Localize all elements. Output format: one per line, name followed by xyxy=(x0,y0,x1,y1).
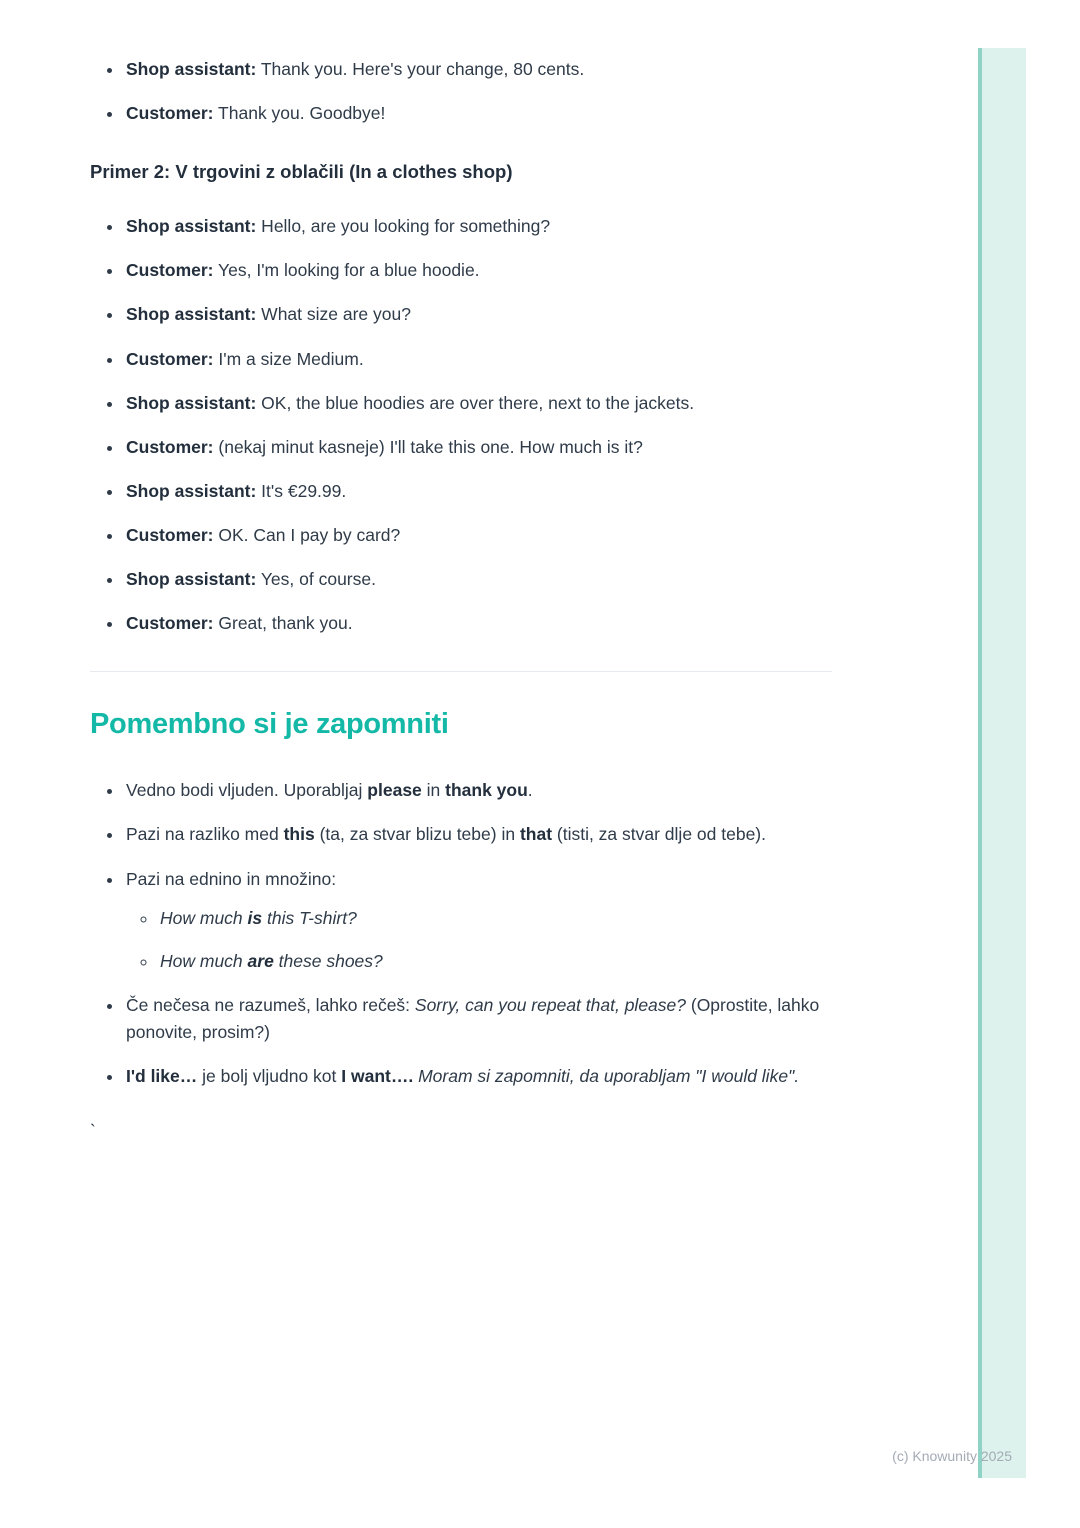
list-item xyxy=(124,610,832,637)
sub-list-item xyxy=(158,905,832,932)
text-segment: in xyxy=(421,780,446,801)
text-segment: Thank you. Here's your change, 80 cents. xyxy=(256,59,585,79)
text-segment: this xyxy=(283,824,315,845)
text-segment: I'd like… xyxy=(126,1066,198,1087)
text-segment: Če nečesa ne razumeš, lahko rečeš: xyxy=(126,994,415,1015)
text-segment: (ta, za stvar blizu tebe) in xyxy=(314,824,520,845)
text-segment: this T-shirt? xyxy=(262,907,357,928)
sub-list xyxy=(126,905,832,975)
text-segment: Customer: xyxy=(126,348,214,369)
list-item xyxy=(124,257,832,284)
text-segment: Customer: xyxy=(126,613,214,634)
text-segment: (nekaj minut kasneje) I'll take this one. How much is it? xyxy=(213,436,643,457)
text-segment: Customer: xyxy=(126,436,214,457)
text-segment: Vedno bodi vljuden. Uporabljaj xyxy=(126,780,368,801)
text-segment: I want…. xyxy=(341,1066,414,1087)
list-item xyxy=(124,566,832,593)
text-segment: Pazi na ednino in množino: xyxy=(126,868,337,889)
text-segment: that xyxy=(519,824,553,845)
list-item xyxy=(124,821,832,848)
text-segment: What size are you? xyxy=(256,304,411,325)
list-item xyxy=(124,56,832,83)
text-segment: please xyxy=(367,780,422,801)
text-segment: Customer: xyxy=(126,525,214,546)
primer2-heading: Primer 2: V trgovini z oblačili (In a clothes shop) xyxy=(90,161,513,183)
page-edge-accent-stripe xyxy=(978,48,1026,1478)
text-segment: OK. Can I pay by card? xyxy=(213,525,401,546)
list-item xyxy=(124,213,832,240)
footer-copyright: (c) Knowunity 2025 xyxy=(892,1448,1012,1464)
text-segment: Shop assistant: xyxy=(126,59,257,79)
text-segment: Pazi na razliko med xyxy=(126,824,284,845)
text-segment: . xyxy=(527,780,533,801)
section-divider xyxy=(90,671,832,672)
text-segment: Moram si zapomniti, da uporabljam "I would like". xyxy=(418,1066,800,1087)
list-item xyxy=(124,522,832,549)
text-segment: (Oprostite, lahko ponovite, prosim?) xyxy=(126,994,820,1043)
list-item xyxy=(124,866,832,975)
stray-backtick-character: ` xyxy=(90,1121,96,1142)
text-segment: Yes, I'm looking for a blue hoodie. xyxy=(213,260,480,281)
text-segment: Hello, are you looking for something? xyxy=(256,216,551,237)
list-item xyxy=(124,777,832,804)
text-segment: How much xyxy=(160,950,248,971)
text-segment: Customer: xyxy=(126,103,214,124)
list-item xyxy=(124,1063,832,1090)
list-item xyxy=(124,100,832,127)
text-segment: Great, thank you. xyxy=(213,613,353,634)
text-segment: Shop assistant: xyxy=(126,392,257,413)
sub-list-item xyxy=(158,948,832,975)
text-segment: these shoes? xyxy=(273,950,383,971)
dialogue-list-1 xyxy=(90,56,832,127)
list-item xyxy=(124,434,832,461)
text-segment: is xyxy=(247,907,263,928)
text-segment: Shop assistant: xyxy=(126,569,257,590)
list-item xyxy=(124,390,832,417)
document-content xyxy=(90,56,832,1145)
list-item xyxy=(124,478,832,505)
important-section-heading: Pomembno si je zapomniti xyxy=(90,708,449,741)
text-segment: are xyxy=(247,950,274,971)
text-segment: It's €29.99. xyxy=(256,480,347,501)
text-segment: OK, the blue hoodies are over there, next to the jackets. xyxy=(256,392,695,413)
list-item xyxy=(124,992,832,1046)
important-notes-list xyxy=(90,777,832,1090)
text-segment: Shop assistant: xyxy=(126,480,257,501)
text-segment: thank you xyxy=(445,780,528,801)
text-segment: Shop assistant: xyxy=(126,304,257,325)
text-segment: je bolj vljudno kot xyxy=(197,1066,342,1087)
text-segment: (tisti, za stvar dlje od tebe). xyxy=(552,824,766,845)
text-segment: Yes, of course. xyxy=(256,569,376,590)
list-item xyxy=(124,346,832,373)
dialogue-list-2 xyxy=(90,213,832,637)
text-segment: Customer: xyxy=(126,260,214,281)
text-segment: How much xyxy=(160,907,248,928)
text-segment: Thank you. Goodbye! xyxy=(213,103,386,124)
text-segment: Shop assistant: xyxy=(126,216,257,237)
text-segment: Sorry, can you repeat that, please? xyxy=(414,994,686,1015)
list-item xyxy=(124,301,832,328)
text-segment: I'm a size Medium. xyxy=(213,348,364,369)
